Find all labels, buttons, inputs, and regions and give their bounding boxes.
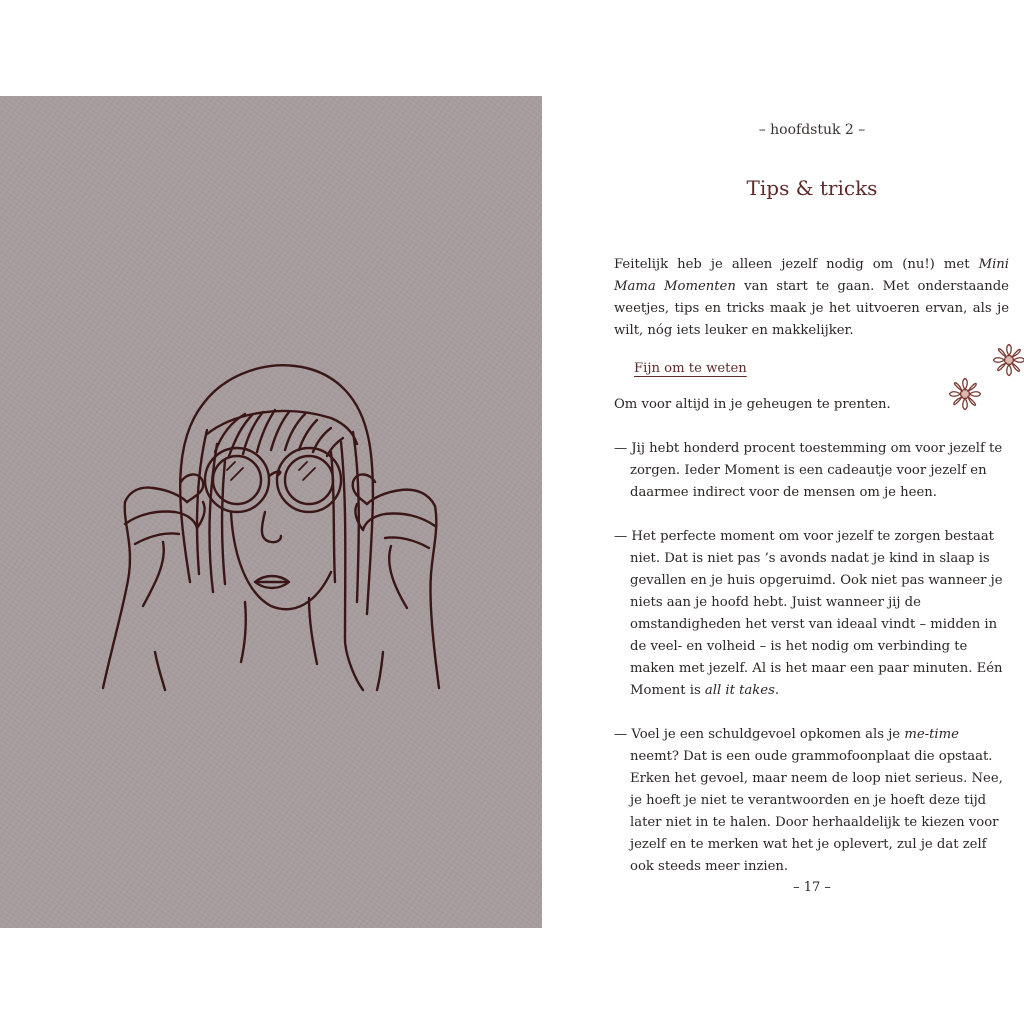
page-number: – 17 –	[793, 880, 831, 895]
list-item-italic: all it takes	[704, 683, 775, 698]
intro-text-end: van start te gaan. Met onderstaande weetjes, tips en tricks maak je het uitvoeren ervan, als je wilt, nóg iets leuker en makkelijker.	[614, 279, 1009, 338]
list-item	[614, 724, 1009, 878]
list-item-text: — Voel je een schuldgevoel opkomen als je	[614, 727, 905, 742]
list-item-text: — Het perfecte moment om voor jezelf te zorgen bestaat niet. Dat is niet pas ’s avonds nadat je kind in slaap is gevallen en je huis opgeruimd. Ook niet pas wanneer je niets aan je hoofd hebt. Juist wanneer jij de omstandigheden het verst van ideaal vindt – midden in de veel- en volheid – is het nodig om verbinding te maken met jezelf. Al is het maar een paar minuten. Eén Moment is	[614, 529, 1003, 698]
list-item-text: — Jij hebt honderd procent toestemming om voor jezelf te zorgen. Ieder Moment is een cadeautje voor jezelf en daarmee indirect voor de mensen om je heen.	[614, 441, 1003, 500]
illustration-page	[0, 96, 542, 928]
list-item	[614, 526, 1009, 702]
intro-title-italic: Mini Mama Momenten	[614, 257, 1009, 294]
woman-with-glasses-illustration	[95, 352, 445, 692]
intro-paragraph	[614, 254, 1009, 342]
text-page	[542, 0, 1024, 1024]
intro-text-start: Feitelijk heb je alleen jezelf nodig om (nu!) met	[614, 257, 979, 272]
chapter-label: – hoofdstuk 2 –	[758, 122, 866, 138]
section-lead: Om voor altijd in je geheugen te prenten.	[614, 397, 891, 412]
chapter-title: Tips & tricks	[746, 176, 878, 200]
list-item-text-end: .	[774, 683, 780, 698]
section-heading: Fijn om te weten	[634, 361, 747, 376]
list-item-text-end: neemt? Dat is een oude grammofoonplaat die opstaat. Erken het gevoel, maar neem de loop niet serieus. Nee, je hoeft je niet te verantwoorden en je hoeft deze tijd later niet in te halen. Door herhaaldelijk te kiezen voor jezelf en te merken wat het je oplevert, zul je dat zelf ook steeds meer inzien.	[630, 749, 1003, 874]
body-text	[614, 254, 1009, 878]
list-item	[614, 438, 1009, 504]
list-item-italic: me-time	[904, 727, 959, 742]
